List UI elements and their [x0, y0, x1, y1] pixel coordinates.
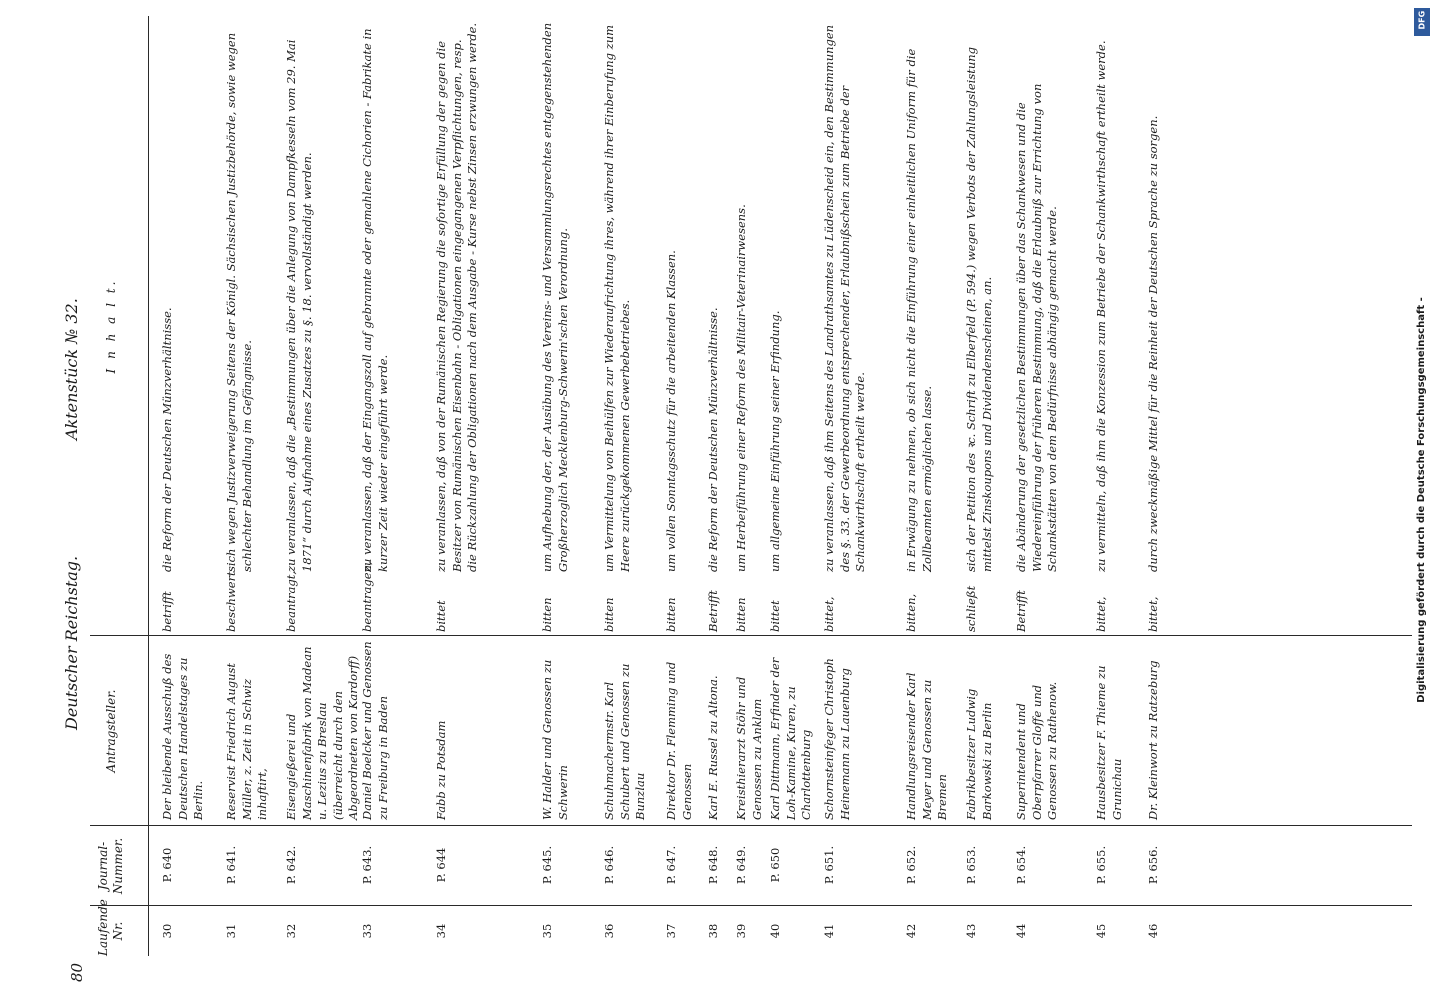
content-verb: bittet,	[822, 596, 836, 632]
dfg-logo-text: DFG	[1417, 10, 1427, 30]
page-number: 80	[68, 962, 86, 982]
content-verb: beantragen,	[360, 561, 374, 632]
content-text: die Reform der Deutschen Münzverhältnisse.	[160, 307, 174, 572]
journal-number: P. 655.	[1094, 845, 1108, 885]
content-verb: bitten,	[904, 593, 918, 632]
content-text: sich der Petition des ꝛc. Schrift zu Elberfeld (P. 594.) wegen Verbots der Zahlungsleistung mittelst Zinskoupons und Dividendenscheinen, an.	[964, 46, 994, 572]
content-verb: schließt	[964, 585, 978, 632]
digitization-note: Digitalisierung gefördert durch die Deutsche Forschungsgemeinschaft -	[1416, 297, 1427, 703]
petitioner: Schuhmachermstr. Karl Schubert und Genossen zu Bunzlau	[602, 663, 647, 820]
content-verb: bittet	[434, 600, 448, 632]
content-verb: bitten	[664, 597, 678, 632]
content-text: um Vermittelung von Beihülfen zur Wiederaufrichtung ihres, während ihrer Einberufung zum Heere zurückgekommenen Gewerbebetriebes.	[602, 24, 632, 572]
row-number: 35	[540, 923, 554, 939]
content-verb: betrifft	[160, 591, 174, 632]
petitioner: W. Halder und Genossen zu Schwerin	[540, 659, 570, 820]
journal-number: P. 645.	[540, 845, 554, 885]
content-verb: bitten	[602, 597, 616, 632]
petitioner: Der bleibende Ausschuß des Deutschen Handelstages zu Berlin.	[160, 653, 205, 820]
journal-number: P. 652.	[904, 845, 918, 885]
row-number: 41	[822, 923, 836, 939]
content-verb: bittet,	[1094, 596, 1108, 632]
dfg-logo	[1414, 8, 1430, 36]
content-text: zu veranlassen, daß der Eingangszoll auf gebrannte oder gemahlene Cichorien - Fabrikate in kurzer Zeit wieder eingeführt werde.	[360, 28, 390, 572]
page-title: Deutscher Reichstag.	[62, 555, 81, 730]
petitioner: Karl Dittmann, Erfinder der Loh-Kamine, Kuren, zu Charlottenburg	[768, 657, 813, 820]
content-verb: bittet	[768, 600, 782, 632]
content-text: um vollen Sonntagsschutz für die arbeitenden Klassen.	[664, 250, 678, 572]
petitioner: Hausbesitzer F. Thieme zu Grunichau	[1094, 665, 1124, 820]
content-text: zu vermitteln, daß ihm die Konzession zum Betriebe der Schankwirthschaft ertheilt werde.	[1094, 40, 1108, 572]
journal-number: P. 644	[434, 847, 448, 883]
journal-number: P. 646.	[602, 845, 616, 885]
row-number: 42	[904, 923, 918, 939]
journal-number: P. 656.	[1146, 845, 1160, 885]
petitioner: Fabrikbesitzer Ludwig Barkowski zu Berlin	[964, 688, 994, 820]
content-text: um allgemeine Einführung seiner Erfindung.	[768, 310, 782, 572]
journal-number: P. 653.	[964, 845, 978, 885]
journal-number: P. 651.	[822, 845, 836, 885]
row-number: 38	[706, 923, 720, 939]
row-number: 31	[224, 923, 238, 939]
petitioner: Direktor Dr. Flemming und Genossen	[664, 661, 694, 820]
content-text: zu veranlassen, daß von der Rumänischen Regierung die sofortige Erfüllung der gegen die Besitzer von Rumänischen Eisenbahn - Obligationen eingegangenen Verpflichtungen, resp. die Rückzahlung der Obligationen nach dem Ausgabe - Kurse nebst Zinsen erzwungen werde.	[434, 22, 479, 572]
column-header-inhalt: I n h a l t.	[104, 278, 118, 374]
content-text: die Abänderung der gesetzlichen Bestimmungen über das Schankwesen und die Wiedereinführung der früheren Bestimmung, daß die Erlaubniß zur Errichtung von Schankstätten von dem Bedürfnisse abhängig gemacht werde.	[1014, 83, 1059, 572]
content-verb: beschwert	[224, 571, 238, 632]
row-number: 40	[768, 923, 782, 939]
journal-number: P. 640	[160, 847, 174, 883]
petitioner: Karl E. Russel zu Altona.	[706, 675, 720, 820]
content-text: um Aufhebung der, der Ausübung des Vereins- und Versammlungsrechtes entgegenstehenden Großherzoglich Mecklenburg-Schwerin'schen Verordnung.	[540, 22, 570, 572]
row-number: 32	[284, 923, 298, 939]
petitioner: Reservist Friedrich August Müller, z. Zeit in Schwiz inhaftirt,	[224, 662, 269, 820]
row-number: 30	[160, 923, 174, 939]
column-header-lfd: Laufende Nr.	[96, 899, 125, 956]
journal-number: P. 648.	[706, 845, 720, 885]
journal-number: P. 654.	[1014, 845, 1028, 885]
content-verb: bittet,	[1146, 596, 1160, 632]
journal-number: P. 642.	[284, 845, 298, 885]
journal-number: P. 641.	[224, 845, 238, 885]
column-rule-3	[90, 635, 1420, 636]
content-verb: bitten	[540, 597, 554, 632]
petitioner: Schornsteinfeger Christoph Heinemann zu Lauenburg	[822, 658, 852, 820]
journal-number: P. 647.	[664, 845, 678, 885]
header-rule	[148, 16, 149, 956]
journal-number: P. 650	[768, 847, 782, 883]
row-number: 44	[1014, 923, 1028, 939]
petitioner: Dr. Kleinwort zu Ratzeburg	[1146, 660, 1160, 820]
petitioner: Superintendent und Oberpfarrer Gloffe und Genossen zu Rathenow.	[1014, 681, 1059, 820]
content-text: zu veranlassen, daß die „Bestimmungen über die Anlegung von Dampfkesseln vom 29. Mai 1871“ durch Aufnahme eines Zusatzes zu §. 18. vervollständigt werden.	[284, 39, 314, 572]
petitioner: Eisengießerei und Maschinenfabrik von Madean u. Lezius zu Breslau (überreicht durch den Abgeordneten von Kardorff)	[284, 646, 360, 820]
row-number: 45	[1094, 923, 1108, 939]
content-text: sich wegen Justizverweigerung Seitens der Königl. Sächsischen Justizbehörde, sowie wegen schlechter Behandlung im Gefängnisse.	[224, 32, 254, 572]
petitioner: Kreisthierarzt Stöhr und Genossen zu Anklam	[734, 676, 764, 820]
row-number: 39	[734, 923, 748, 939]
content-text: zu veranlassen, daß ihm Seitens des Landrathsamtes zu Lüdenscheid ein, den Bestimmungen des §. 33. der Gewerbeordnung entsprechender, Erlaubnißschein zum Betriebe der Schankwirthschaft ertheilt werde.	[822, 24, 867, 572]
content-verb: Betrifft	[706, 590, 720, 632]
row-number: 46	[1146, 923, 1160, 939]
content-text: um Herbeiführung einer Reform des Militair-Veterinairwesens.	[734, 204, 748, 572]
column-rule-1	[90, 905, 1420, 906]
journal-number: P. 643.	[360, 845, 374, 885]
column-header-antragsteller: Antragsteller.	[104, 689, 118, 773]
journal-number: P. 649.	[734, 845, 748, 885]
petitioner: Daniel Boelcker und Genossen zu Freiburg in Baden	[360, 641, 390, 820]
content-text: durch zweckmäßige Mittel für die Reinheit der Deutschen Sprache zu sorgen.	[1146, 115, 1160, 572]
petitioner: Handlungsreisender Karl Meyer und Genossen zu Bremen	[904, 672, 949, 820]
column-rule-2	[90, 825, 1420, 826]
petitioner: Fabb zu Potsdam	[434, 720, 448, 820]
row-number: 34	[434, 923, 448, 939]
content-text: in Erwägung zu nehmen, ob sich nicht die Einführung einer einheitlichen Uniform für die Zollbeamten ermöglichen lasse.	[904, 48, 934, 572]
content-text: die Reform der Deutschen Münzverhältnisse.	[706, 307, 720, 572]
row-number: 37	[664, 923, 678, 939]
column-header-journal: Journal-Nummer.	[96, 837, 125, 895]
page-subtitle: Aktenstück № 32.	[62, 298, 81, 440]
row-number: 36	[602, 923, 616, 939]
row-number: 33	[360, 923, 374, 939]
content-verb: bitten	[734, 597, 748, 632]
row-number: 43	[964, 923, 978, 939]
content-verb: beantragt,	[284, 570, 298, 632]
content-verb: Betrifft	[1014, 590, 1028, 632]
